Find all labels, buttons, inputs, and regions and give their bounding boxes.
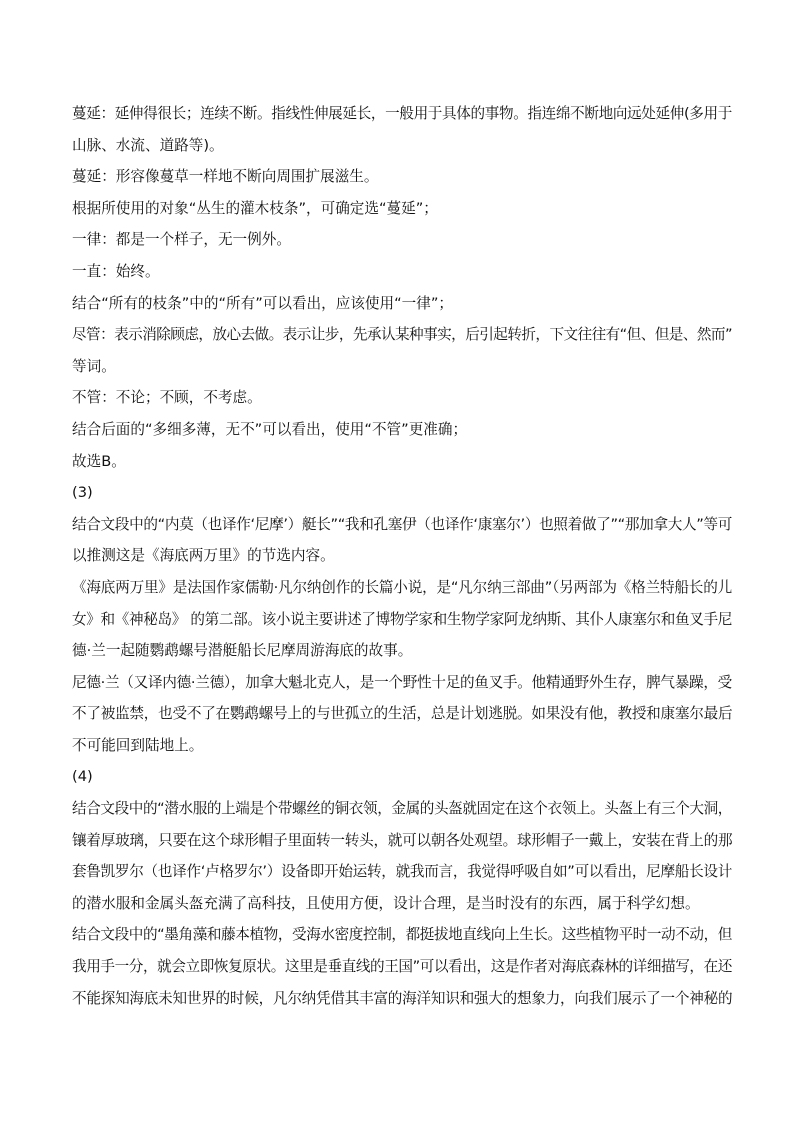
text-line: 等词。 [72,357,116,375]
text-line: 一直：始终。 [72,262,160,280]
text-line: 一律：都是一个样子，无一例外。 [72,231,291,249]
text-line: 镶着厚玻璃，只要在这个球形帽子里面转一转头，就可以朝各处观望。球形帽子一戴上，安装在背上的那 [72,831,733,849]
document-body [72,98,732,1014]
text-line: 故选B。 [72,452,126,470]
text-line: 不管：不论；不顾，不考虑。 [72,389,262,407]
text-line: 女》和《神秘岛》 的第二部。该小说主要讲述了博物学家和生物学家阿龙纳斯、其仆人康塞尔和鱼叉手尼 [72,610,732,628]
text-line: (4) [72,768,93,786]
text-line: (3) [72,484,93,502]
text-line: 不了被监禁，也受不了在鹦鹉螺号上的与世孤立的生活，总是计划逃脱。如果没有他，教授和康塞尔最后 [72,705,733,723]
text-line: 根据所使用的对象“丛生的灌木枝条”，可确定选“蔓延”； [72,199,438,217]
text-line: 结合文段中的“内莫（也译作‘尼摩’）艇长”“我和孔塞伊（也译作‘康塞尔’）也照着做了”“那加拿大人”等可 [72,515,732,533]
text-line: 结合文段中的“墨角藻和藤本植物，受海水密度控制，都挺拔地直线向上生长。这些植物平时一动不动，但 [72,926,732,944]
text-line: 尼德·兰（又译内德·兰德），加拿大魁北克人，是一个野性十足的鱼叉手。他精通野外生存，脾气暴躁，受 [72,673,732,691]
text-line: 以推测这是《海底两万里》的节选内容。 [72,547,335,565]
text-line: 山脉、水流、道路等)。 [72,136,224,154]
text-line: 结合后面的“多细多薄，无不”可以看出，使用“不管”更准确； [72,420,468,438]
text-line: 不能探知海底未知世界的时候，凡尔纳凭借其丰富的海洋知识和强大的想象力，向我们展示了一个神秘的 [72,989,733,1007]
text-line: 我用手一分，就会立即恢复原状。这里是垂直线的王国”可以看出，这是作者对海底森林的详细描写，在还 [72,958,732,976]
text-line: 的潜水服和金属头盔充满了高科技，且使用方便，设计合理，是当时没有的东西，属于科学幻想。 [72,894,700,912]
text-line: 不可能回到陆地上。 [72,736,204,754]
text-line: 套鲁凯罗尔（也译作‘卢格罗尔’）设备即开始运转，就我而言，我觉得呼吸自如”可以看出，尼摩船长设计 [72,863,732,881]
text-line: 结合“所有的枝条”中的“所有”可以看出，应该使用“一律”； [72,294,454,312]
text-line: 蔓延：延伸得很长；连续不断。指线性伸展延长，一般用于具体的事物。指连绵不断地向远处延伸(多用于 [72,105,732,122]
text-line: 德·兰一起随鹦鹉螺号潜艇船长尼摩周游海底的故事。 [72,642,413,660]
text-line: 《海底两万里》是法国作家儒勒·凡尔纳创作的长篇小说，是“凡尔纳三部曲”（另两部为《格兰特船长的儿 [72,578,732,596]
text-line: 尽管：表示消除顾虑，放心去做。表示让步，先承认某种事实，后引起转折，下文往往有“但、但是、然而” [72,326,732,344]
text-line: 蔓延：形容像蔓草一样地不断向周围扩展滋生。 [72,168,379,186]
text-line: 结合文段中的“潜水服的上端是个带螺丝的铜衣领，金属的头盔就固定在这个衣领上。头盔上有三个大洞， [72,800,732,818]
